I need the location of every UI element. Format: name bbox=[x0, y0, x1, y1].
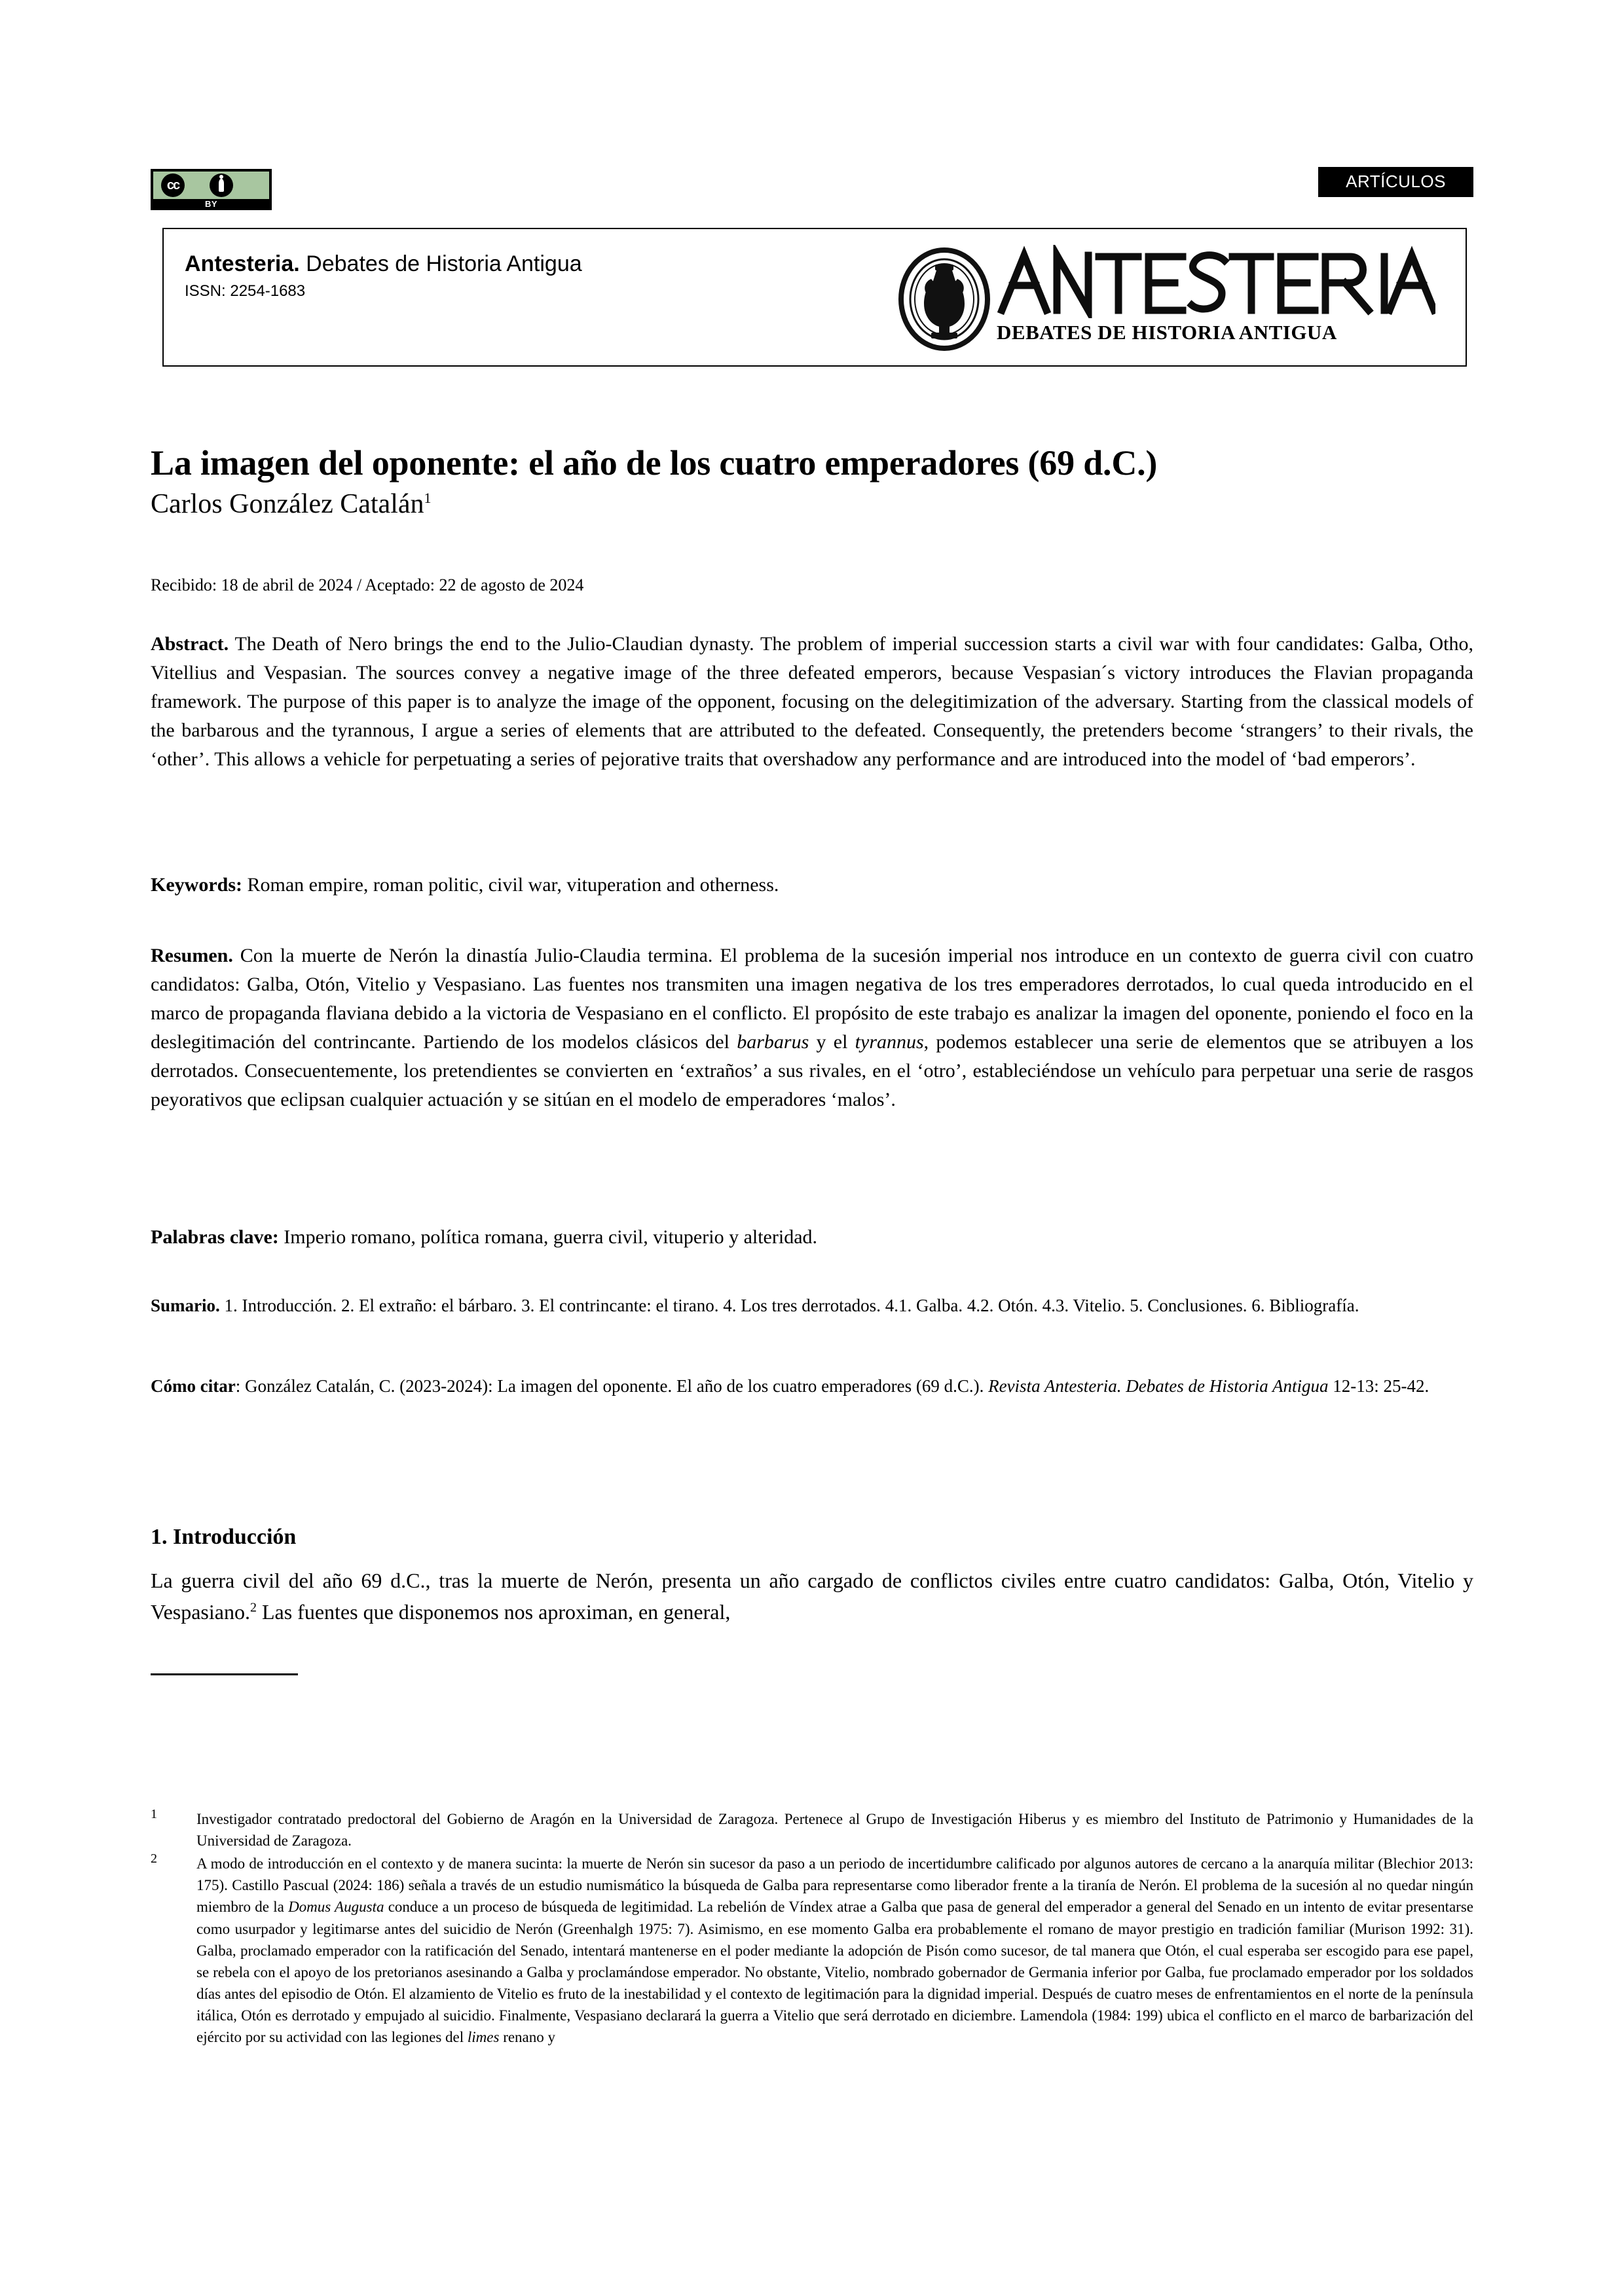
keywords-label: Keywords: bbox=[151, 874, 242, 896]
footnote-1-text: Investigador contratado predoctoral del Gobierno de Aragón en la Universidad de Zaragoza. Pertenece al Grupo de Investigación Hiberus y es miembro del Instituto de Patrimonio y Humanidades de la Universidad de Zaragoza. bbox=[196, 1811, 1473, 1850]
antesteria-logo bbox=[898, 244, 1442, 355]
cc-attribution-person-icon bbox=[210, 173, 233, 197]
footnote-1 bbox=[151, 1808, 1473, 1851]
cc-by-label: BY bbox=[204, 199, 218, 209]
article-title: La imagen del oponente: el año de los cuatro emperadores (69 d.C.) bbox=[151, 443, 1158, 483]
journal-name bbox=[185, 250, 582, 278]
como-citar-label: Cómo citar bbox=[151, 1376, 236, 1396]
intro-text-2: Las fuentes que disponemos nos aproximan, en general, bbox=[256, 1600, 731, 1624]
author-name: Carlos González Catalán bbox=[151, 489, 424, 519]
introduction-paragraph bbox=[151, 1565, 1473, 1628]
palabras-clave-text: Imperio romano, política romana, guerra civil, vituperio y alteridad. bbox=[278, 1226, 818, 1248]
abstract-section bbox=[151, 630, 1473, 774]
keywords-text: Roman empire, roman politic, civil war, vituperation and otherness. bbox=[242, 874, 779, 896]
resumen-text-3: , podemos establecer una serie de elementos que se atribuyen a los derrotados. Consecuentemente, los pretendientes se convierten en ‘extraños’ a sus rivales, en el ‘otro’, estableciéndose un vehículo para perpetuar una serie de rasgos peyorativos que eclipsan cualquier actuación y se sitúan en el modelo de emperadores ‘malos’. bbox=[151, 1031, 1474, 1111]
resumen-text-1: Con la muerte de Nerón la dinastía Julio-Claudia termina. El problema de la sucesión imperial nos introduce en un contexto de guerra civil con cuatro candidatos: Galba, Otón, Vitelio y Vespasiano. Las fuentes nos transmiten una imagen negativa de los tres emperadores derrotados, lo cual queda introducido en el marco de propaganda flaviana debido a la victoria de Vespasiano en el conflicto. El propósito de este trabajo es analizar la imagen del oponente, poniendo el foco en la deslegitimación del contrincante. Partiendo de los modelos clásicos del bbox=[151, 945, 1473, 1053]
intro-footnote-marker[interactable]: 2 bbox=[249, 1600, 257, 1615]
footnote-2-text-2: conduce a un proceso de búsqueda de legitimidad. La rebelión de Víndex atrae a Galba que pasa de general del emperador a general del Senado en un intento de evitar presentarse como usurpador y legitimarse antes del suicidio de Nerón (Greenhalgh 1975: 7). Asimismo, en ese momento Galba era probablemente el romano de mayor prestigio en tradición familiar (Murison 1992: 31). Galba, proclamado emperador con la ratificación del Senado, intentará mantenerse en el poder mediante la adopción de Pisón como sucesor, de tal manera que Otón, el cual esperaba ser escogido para ese papel, se rebela con el apoyo de los pretorianos asesinando a Galba y proclamándose emperador. No obstante, Vitelio, nombrado gobernador de Germania inferior por Galba, fue proclamado emperador por los soldados días antes del episodio de Otón. El alzamiento de Vitelio es fruto de la inestabilidad y el contexto de legitimación para la dignidad imperial. Después de cuatro meses de enfrentamientos en el norte de la península itálica, Otón es derrotado y empujado al suicidio. Finalmente, Vespasiano declarará la guerra a Vitelio que será derrotado en diciembre. Lamendola (1984: 199) ubica el conflicto en el marco de barbarización del ejército por su actividad con las legiones del bbox=[196, 1899, 1473, 2046]
resumen-label: Resumen. bbox=[151, 945, 233, 966]
footnote-2-number: 2 bbox=[151, 1851, 157, 1867]
footnote-separator-rule bbox=[151, 1673, 298, 1675]
footnote-2-text-3: renano y bbox=[499, 2029, 556, 2046]
intro-text-1: La guerra civil del año 69 d.C., tras la muerte de Nerón, presenta un año cargado de conflictos civiles entre cuatro candidatos: Galba, Otón, Vitelio y Vespasiano. bbox=[151, 1569, 1473, 1624]
journal-name-bold: Antesteria. bbox=[185, 251, 300, 276]
logo-subtitle: DEBATES DE HISTORIA ANTIGUA bbox=[997, 321, 1337, 344]
creative-commons-by-badge[interactable] bbox=[151, 169, 272, 210]
footnote-2 bbox=[151, 1853, 1473, 2048]
sumario-section bbox=[151, 1293, 1473, 1319]
cc-logo-icon: cc bbox=[161, 173, 185, 197]
author-footnote-marker[interactable]: 1 bbox=[424, 490, 432, 506]
footnote-2-italic-domus-augusta: Domus Augusta bbox=[288, 1899, 384, 1916]
resumen-italic-tyrannus: tyrannus bbox=[855, 1031, 924, 1053]
journal-name-rest: Debates de Historia Antigua bbox=[299, 251, 582, 276]
resumen-italic-barbarus: barbarus bbox=[737, 1031, 809, 1053]
masthead-text-group bbox=[185, 250, 582, 301]
antesteria-wordmark-icon bbox=[997, 245, 1435, 318]
keywords-section bbox=[151, 871, 1473, 900]
footnote-2-italic-limes: limes bbox=[467, 2029, 500, 2046]
received-accepted-dates: Recibido: 18 de abril de 2024 / Aceptado: 22 de agosto de 2024 bbox=[151, 575, 584, 594]
como-citar-section bbox=[151, 1374, 1473, 1399]
como-citar-journal-italic: Revista Antesteria. Debates de Historia Antigua bbox=[988, 1376, 1329, 1396]
palabras-clave-label: Palabras clave: bbox=[151, 1226, 279, 1248]
cc-badge-inner bbox=[153, 172, 269, 199]
abstract-label: Abstract. bbox=[151, 633, 229, 655]
abstract-text: The Death of Nero brings the end to the Julio-Claudian dynasty. The problem of imperial succession starts a civil war with four candidates: Galba, Otho, Vitellius and Vespasian. The sources convey a negative image of the three defeated emperors, because Vespasian´s victory introduces the Flavian propaganda framework. The purpose of this paper is to analyze the image of the opponent, focusing on the delegitimization of the adversary. Starting from the classical models of the barbarous and the tyrannous, I argue a series of elements that are attributed to the defeated. Consequently, the pretenders become ‘strangers’ to their rivals, the ‘other’. This allows a vehicle for perpetuating a series of pejorative traits that overshadow any performance and are introduced into the model of ‘bad emperors’. bbox=[151, 633, 1473, 771]
sumario-label: Sumario. bbox=[151, 1296, 220, 1315]
amphora-medallion-icon bbox=[898, 247, 990, 351]
como-citar-text-1: : González Catalán, C. (2023-2024): La imagen del oponente. El año de los cuatro emperadores (69 d.C.). bbox=[235, 1376, 989, 1396]
como-citar-text-2: 12-13: 25-42. bbox=[1328, 1376, 1430, 1396]
journal-masthead-box bbox=[162, 228, 1467, 367]
top-strip bbox=[151, 167, 1473, 213]
sumario-text: 1. Introducción. 2. El extraño: el bárbaro. 3. El contrincante: el tirano. 4. Los tres derrotados. 4.1. Galba. 4.2. Otón. 4.3. Vitelio. 5. Conclusiones. 6. Bibliografía. bbox=[219, 1296, 1359, 1315]
resumen-text-2: y el bbox=[809, 1031, 855, 1053]
resumen-section bbox=[151, 941, 1473, 1115]
footnotes-area bbox=[151, 1808, 1473, 2049]
section-heading-introduccion: 1. Introducción bbox=[151, 1525, 297, 1550]
journal-issn: ISSN: 2254-1683 bbox=[185, 282, 306, 300]
footnote-2-text-1: A modo de introducción en el contexto y de manera sucinta: la muerte de Nerón sin sucesor da paso a un periodo de incertidumbre calificado por algunos autores de cercano a la anarquía militar (Blechior 2013: 175). Castillo Pascual (2024: 186) señala a través de un estudio numismático la búsqueda de Galba para representarse como liberador frente a la tiranía de Nerón. El problema de la sucesión al no quedar ningún miembro de la bbox=[196, 1855, 1473, 1916]
article-author bbox=[151, 488, 432, 520]
palabras-clave-section bbox=[151, 1223, 1473, 1252]
footnote-1-number: 1 bbox=[151, 1807, 157, 1821]
section-tag-articulos: ARTÍCULOS bbox=[1318, 167, 1473, 197]
